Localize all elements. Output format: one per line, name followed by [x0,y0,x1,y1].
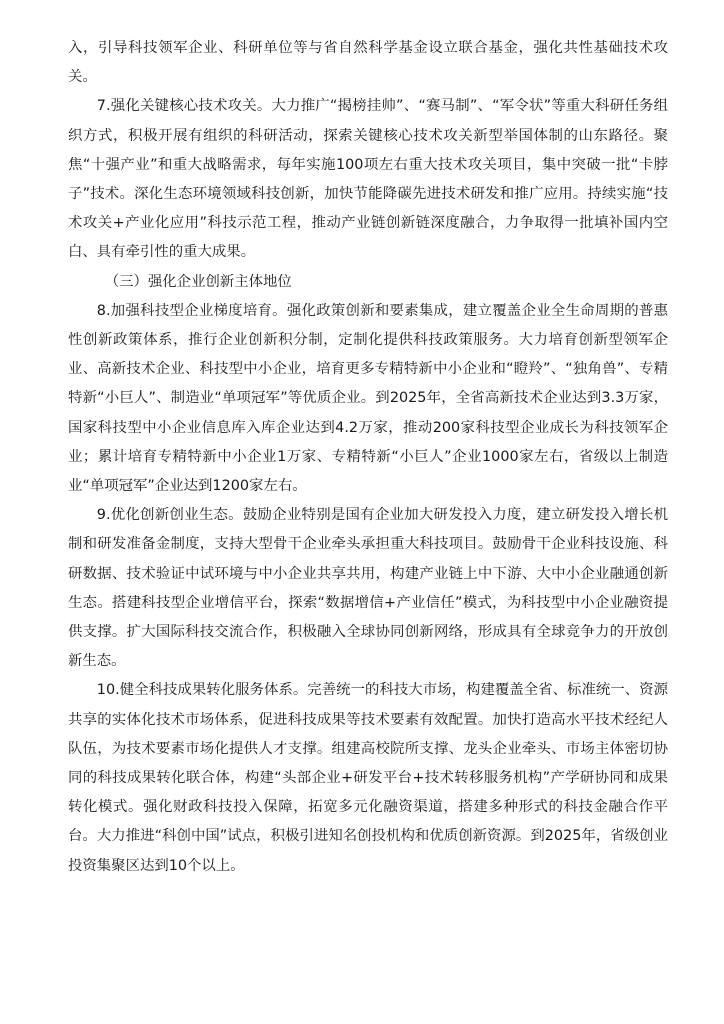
paragraph-item-9: 9.优化创新创业生态。鼓励企业特别是国有企业加大研发投入力度，建立研发投入增长机制和研发准备金制度，支持大型骨干企业牵头承担重大科技项目。鼓励骨干企业科技设施、科研数据、技术验证中试环境与中小企业共享共用，构建产业链上中下游、大中小企业融通创新生态。搭建科技型企业增信平台，探索“数据增信+产业信任”模式，为科技型中小企业融资提供支撑。扩大国际科技交流合作，积极融入全球协同创新网络，形成具有全球竞争力的开放创新生态。 [68,507,668,670]
paragraph-item-8: 8.加强科技型企业梯度培育。强化政策创新和要素集成，建立覆盖企业全生命周期的普惠性创新政策体系，推行企业创新积分制，定制化提供科技政策服务。大力培育创新型领军企业、高新技术企业、科技型中小企业，培育更多专精特新中小企业和“瞪羚”、“独角兽”、专精特新“小巨人”、制造业“单项冠军”等优质企业。到2025年，全省高新技术企业达到3.3万家，国家科技型中小企业信息库入库企业达到4.2万家，推动200家科技型企业成长为科技领军企业；累计培育专精特新中小企业1万家、专精特新“小巨人”企业1000家左右，省级以上制造业“单项冠军”企业达到1200家左右。 [68,302,668,495]
section-heading-3: （三）强化企业创新主体地位 [104,273,292,290]
document-page [68,34,668,881]
paragraph-continued: 入，引导科技领军企业、科研单位等与省自然科学基金设立联合基金，强化共性基础技术攻关。 [68,40,668,86]
paragraph-item-10: 10.健全科技成果转化服务体系。完善统一的科技大市场，构建覆盖全省、标准统一、资源共享的实体化技术市场体系，促进科技成果等技术要素有效配置。加快打造高水平技术经纪人队伍，为技术要素市场化提供人才支撑。组建高校院所支撑、龙头企业牵头、市场主体密切协同的科技成果转化联合体，构建“头部企业+研发平台+技术转移服务机构”产学研协同和成果转化模式。强化财政科技投入保障，拓宽多元化融资渠道，搭建多种形式的科技金融合作平台。大力推进“科创中国”试点，积极引进知名创投机构和优质创新资源。到2025年，省级创业投资集聚区达到10个以上。 [68,682,668,874]
paragraph-item-7: 7.强化关键核心技术攻关。大力推广“揭榜挂帅”、“赛马制”、“军令状”等重大科研任务组织方式，积极开展有组织的科研活动，探索关键核心技术攻关新型举国体制的山东路径。聚焦“十强产业”和重大战略需求，每年实施100项左右重大技术攻关项目，集中突破一批“卡脖子”技术。深化生态环境领域科技创新，加快节能降碳先进技术研发和推广应用。持续实施“技术攻关+产业化应用”科技示范工程，推动产业链创新链深度融合，力争取得一批填补国内空白、具有牵引性的重大成果。 [68,98,668,261]
